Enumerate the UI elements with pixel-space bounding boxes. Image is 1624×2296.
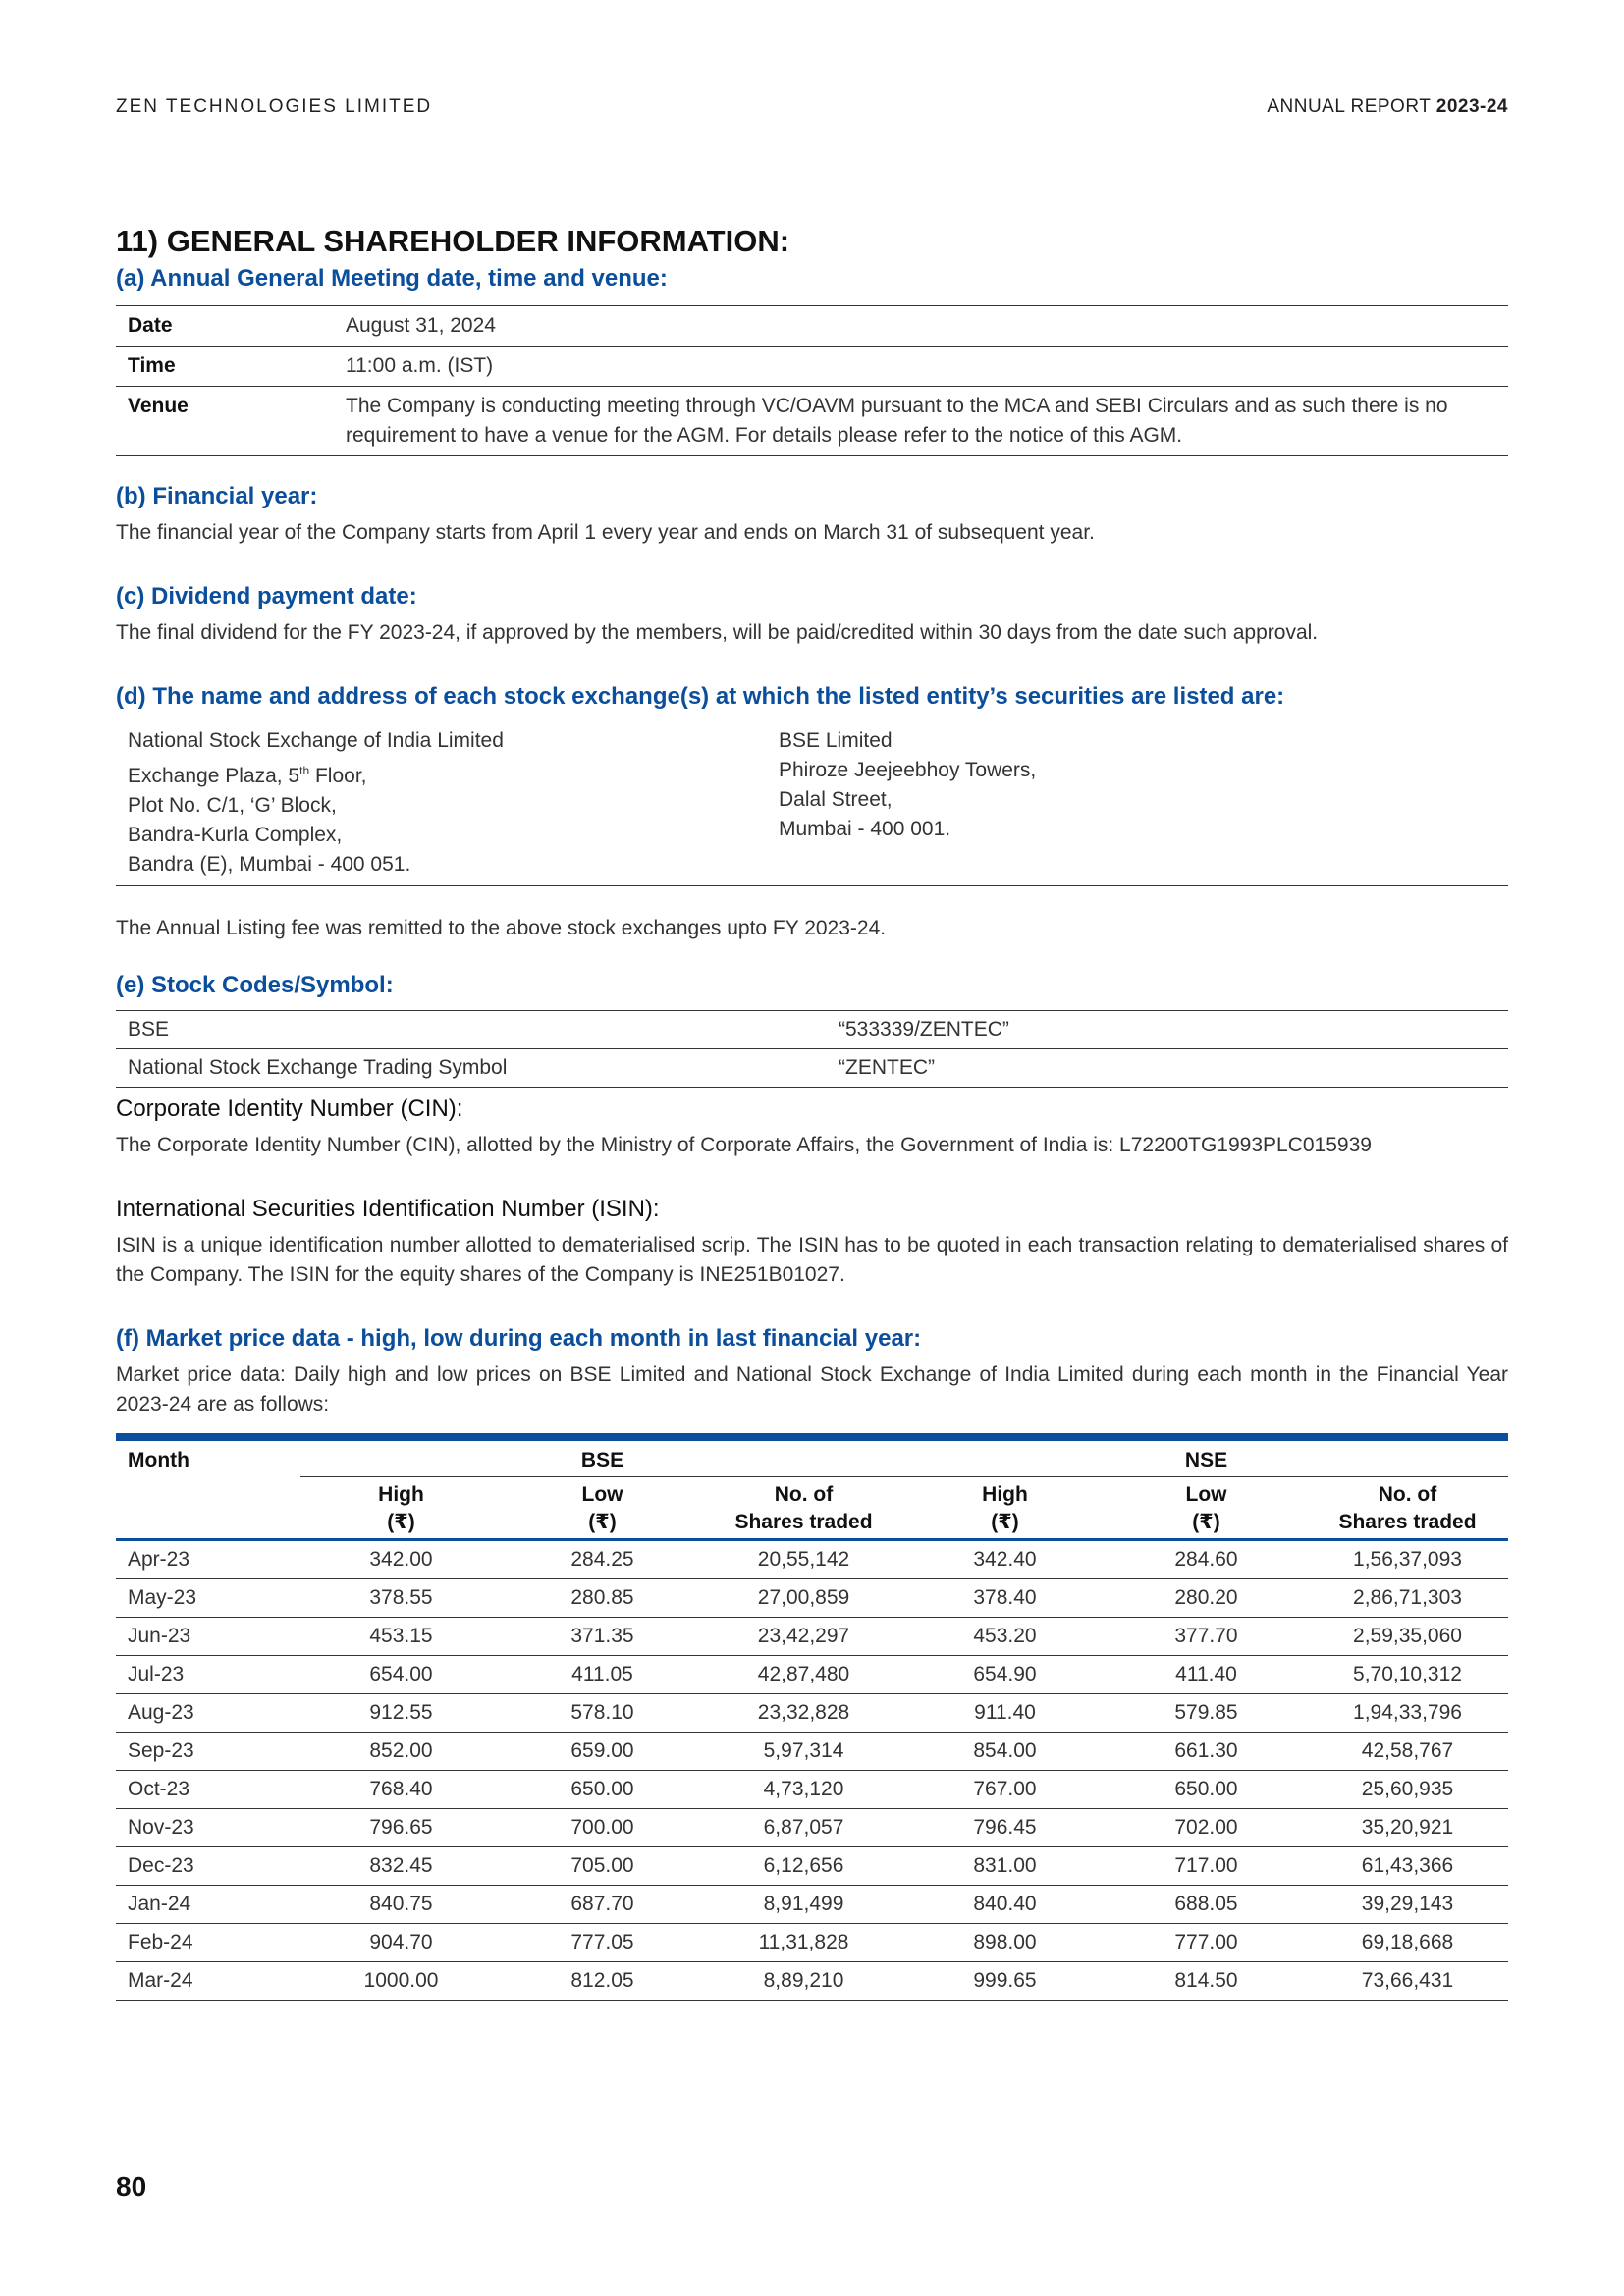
month-cell: Jul-23 [116,1656,300,1694]
header-text: Shares traded [1338,1511,1477,1533]
month-cell: Feb-24 [116,1924,300,1962]
isin-text: ISIN is a unique identification number allotted to dematerialised scrip. The ISIN has to be quoted in each transaction relating to dematerialised shares of the Company. The ISIN for the equity shares of the Company is INE251B01027. [116,1234,1508,1286]
nse-low-cell: 411.40 [1106,1656,1307,1694]
agm-row-venue [116,387,1508,456]
table-row [116,1886,1508,1924]
financial-year-heading: (b) Financial year: [116,483,318,509]
address-line: BSE Limited [779,729,893,752]
address-text: Exchange Plaza, 5 [128,765,300,787]
address-line: Plot No. C/1, ‘G’ Block, [128,794,337,817]
agm-table [116,305,1508,456]
nse-low-cell: 650.00 [1106,1771,1307,1809]
table-header-row [116,1437,1508,1477]
nse-shares-cell: 39,29,143 [1307,1886,1508,1924]
nse-high-cell: 898.00 [904,1924,1106,1962]
month-cell: Aug-23 [116,1694,300,1733]
month-cell: May-23 [116,1579,300,1618]
nse-low-cell: 280.20 [1106,1579,1307,1618]
table-row [116,1733,1508,1771]
header-unit: (₹) [1192,1511,1220,1533]
bse-low-cell: 280.85 [502,1579,703,1618]
nse-high-cell: 342.40 [904,1540,1106,1579]
agm-value: The Company is conducting meeting through VC/OAVM pursuant to the MCA and SEBI Circulars and as such there is no requirement to have a venue for the AGM. For details please refer to the notice of this AGM. [334,387,1508,456]
bse-group-header: BSE [580,1449,624,1471]
bse-high-cell: 912.55 [300,1694,502,1733]
nse-high-header [904,1477,1106,1540]
bse-high-cell: 453.15 [300,1618,502,1656]
month-cell: Mar-24 [116,1962,300,2001]
table-row [116,1579,1508,1618]
table-row [116,1656,1508,1694]
nse-shares-cell: 5,70,10,312 [1307,1656,1508,1694]
bse-low-cell: 705.00 [502,1847,703,1886]
agm-heading: (a) Annual General Meeting date, time and venue: [116,265,668,292]
address-line: Bandra-Kurla Complex, [128,824,343,846]
blank-header-cell [116,1477,300,1540]
nse-low-cell: 702.00 [1106,1809,1307,1847]
bse-shares-cell: 6,87,057 [703,1809,904,1847]
header-unit: (₹) [387,1511,415,1533]
header-report-year: 2023-24 [1435,96,1508,117]
month-cell: Jan-24 [116,1886,300,1924]
header-text: No. of [1378,1483,1437,1506]
header-text: High [378,1483,424,1506]
nse-low-cell: 688.05 [1106,1886,1307,1924]
nse-low-cell: 579.85 [1106,1694,1307,1733]
header-company-name: ZEN TECHNOLOGIES LIMITED [116,96,433,117]
stock-exchanges-table [116,721,1508,886]
header-text: Low [1185,1483,1227,1506]
bse-low-cell: 687.70 [502,1886,703,1924]
bse-high-cell: 654.00 [300,1656,502,1694]
dividend-heading: (c) Dividend payment date: [116,583,417,610]
bse-shares-cell: 6,12,656 [703,1847,904,1886]
address-line: Phiroze Jeejeebhoy Towers, [779,759,1037,781]
nse-high-cell: 378.40 [904,1579,1106,1618]
header-unit: (₹) [588,1511,617,1533]
month-cell: Nov-23 [116,1809,300,1847]
nse-shares-cell: 42,58,767 [1307,1733,1508,1771]
dividend-text: The final dividend for the FY 2023-24, if approved by the members, will be paid/credited within 30 days from the date such approval. [116,621,1319,644]
cin-heading: Corporate Identity Number (CIN): [116,1095,463,1122]
agm-value: August 31, 2024 [334,306,1508,347]
agm-section [116,265,1508,456]
listing-fee-text: The Annual Listing fee was remitted to the above stock exchanges upto FY 2023-24. [116,917,887,939]
agm-label: Venue [116,387,334,456]
nse-low-cell: 777.00 [1106,1924,1307,1962]
bse-high-cell: 832.45 [300,1847,502,1886]
address-text: Floor, [309,765,367,787]
nse-high-cell: 767.00 [904,1771,1106,1809]
bse-shares-cell: 8,89,210 [703,1962,904,2001]
bse-shares-cell: 42,87,480 [703,1656,904,1694]
isin-heading: International Securities Identification Number (ISIN): [116,1196,660,1222]
bse-low-cell: 777.05 [502,1924,703,1962]
bse-shares-cell: 20,55,142 [703,1540,904,1579]
stock-code-label: National Stock Exchange Trading Symbol [116,1049,827,1088]
bse-high-cell: 904.70 [300,1924,502,1962]
nse-shares-cell: 61,43,366 [1307,1847,1508,1886]
market-price-section [116,1325,1508,2001]
bse-shares-cell: 5,97,314 [703,1733,904,1771]
nse-high-cell: 911.40 [904,1694,1106,1733]
agm-row-date [116,306,1508,347]
nse-address [116,726,779,880]
page-number: 80 [116,2171,147,2202]
nse-shares-cell: 1,94,33,796 [1307,1694,1508,1733]
table-row [116,1771,1508,1809]
header-text: No. of [774,1483,834,1506]
bse-shares-cell: 23,32,828 [703,1694,904,1733]
header-unit: (₹) [991,1511,1019,1533]
market-price-intro: Market price data: Daily high and low prices on BSE Limited and National Stock Exchange of India Limited during each month in the Financial Year 2023-24 are as follows: [116,1363,1508,1415]
nse-shares-cell: 69,18,668 [1307,1924,1508,1962]
bse-high-cell: 796.65 [300,1809,502,1847]
bse-high-cell: 378.55 [300,1579,502,1618]
stock-exchanges-section [116,683,1508,943]
stock-code-value: “ZENTEC” [827,1049,1508,1088]
address-line: Bandra (E), Mumbai - 400 051. [128,853,411,876]
bse-shares-header [703,1477,904,1540]
stock-code-row [116,1011,1508,1049]
bse-low-cell: 578.10 [502,1694,703,1733]
nse-low-cell: 717.00 [1106,1847,1307,1886]
stock-codes-section [116,972,1508,1088]
nse-high-cell: 453.20 [904,1618,1106,1656]
page-title: 11) GENERAL SHAREHOLDER INFORMATION: [116,224,790,258]
month-cell: Oct-23 [116,1771,300,1809]
table-row [116,1962,1508,2001]
bse-low-header [502,1477,703,1540]
stock-code-row [116,1049,1508,1088]
address-line [128,756,779,791]
bse-high-cell: 342.00 [300,1540,502,1579]
agm-label: Time [116,347,334,387]
nse-shares-cell: 35,20,921 [1307,1809,1508,1847]
bse-high-header [300,1477,502,1540]
table-row [116,1924,1508,1962]
bse-low-cell: 659.00 [502,1733,703,1771]
nse-shares-cell: 2,86,71,303 [1307,1579,1508,1618]
nse-shares-cell: 2,59,35,060 [1307,1618,1508,1656]
header-report-title [1267,96,1508,118]
nse-high-cell: 999.65 [904,1962,1106,2001]
nse-shares-header [1307,1477,1508,1540]
month-cell: Dec-23 [116,1847,300,1886]
stock-code-label: BSE [116,1011,827,1049]
isin-section [116,1196,1508,1290]
stock-codes-heading: (e) Stock Codes/Symbol: [116,972,394,998]
month-column-header: Month [128,1449,189,1472]
bse-shares-cell: 27,00,859 [703,1579,904,1618]
address-line: Dalal Street, [779,788,893,811]
table-row [116,1540,1508,1579]
nse-shares-cell: 73,66,431 [1307,1962,1508,2001]
nse-high-cell: 854.00 [904,1733,1106,1771]
bse-shares-cell: 11,31,828 [703,1924,904,1962]
bse-low-cell: 700.00 [502,1809,703,1847]
header-text: High [982,1483,1028,1506]
bse-address [779,726,1466,880]
stock-codes-table [116,1010,1508,1088]
nse-high-cell: 654.90 [904,1656,1106,1694]
table-row [116,1694,1508,1733]
table-row [116,1618,1508,1656]
bse-low-cell: 650.00 [502,1771,703,1809]
bse-high-cell: 840.75 [300,1886,502,1924]
month-cell: Jun-23 [116,1618,300,1656]
header-text: Shares traded [734,1511,873,1533]
table-row [116,1847,1508,1886]
table-subheader-row [116,1477,1508,1540]
table-row [116,1809,1508,1847]
nse-shares-cell: 25,60,935 [1307,1771,1508,1809]
bse-high-cell: 1000.00 [300,1962,502,2001]
header-report-label: ANNUAL REPORT [1267,96,1431,117]
address-line: National Stock Exchange of India Limited [128,729,504,752]
nse-low-cell: 284.60 [1106,1540,1307,1579]
dividend-section [116,583,1508,648]
month-cell: Apr-23 [116,1540,300,1579]
cin-section [116,1095,1508,1160]
address-line: Mumbai - 400 001. [779,818,951,840]
financial-year-section [116,483,1508,548]
agm-value: 11:00 a.m. (IST) [334,347,1508,387]
bse-shares-cell: 4,73,120 [703,1771,904,1809]
bse-shares-cell: 8,91,499 [703,1886,904,1924]
nse-group-header: NSE [1184,1449,1228,1471]
nse-high-cell: 831.00 [904,1847,1106,1886]
bse-shares-cell: 23,42,297 [703,1618,904,1656]
header-text: Low [581,1483,623,1506]
bse-high-cell: 768.40 [300,1771,502,1809]
market-price-table [116,1433,1508,2001]
agm-row-time [116,347,1508,387]
cin-text: The Corporate Identity Number (CIN), allotted by the Ministry of Corporate Affairs, the Government of India is: L72200TG1993PLC015939 [116,1134,1372,1156]
nse-high-cell: 796.45 [904,1809,1106,1847]
agm-label: Date [116,306,334,347]
bse-low-cell: 284.25 [502,1540,703,1579]
stock-exchanges-heading: (d) The name and address of each stock exchange(s) at which the listed entity’s securities are listed are: [116,683,1285,710]
stock-code-value: “533339/ZENTEC” [827,1011,1508,1049]
bse-high-cell: 852.00 [300,1733,502,1771]
bse-low-cell: 812.05 [502,1962,703,2001]
month-cell: Sep-23 [116,1733,300,1771]
bse-low-cell: 371.35 [502,1618,703,1656]
nse-low-cell: 661.30 [1106,1733,1307,1771]
financial-year-text: The financial year of the Company starts from April 1 every year and ends on March 31 of subsequent year. [116,521,1095,544]
nse-low-header [1106,1477,1307,1540]
bse-low-cell: 411.05 [502,1656,703,1694]
nse-low-cell: 814.50 [1106,1962,1307,2001]
nse-high-cell: 840.40 [904,1886,1106,1924]
market-price-heading: (f) Market price data - high, low during each month in last financial year: [116,1325,922,1352]
nse-low-cell: 377.70 [1106,1618,1307,1656]
nse-shares-cell: 1,56,37,093 [1307,1540,1508,1579]
ordinal-suffix: th [299,764,310,777]
